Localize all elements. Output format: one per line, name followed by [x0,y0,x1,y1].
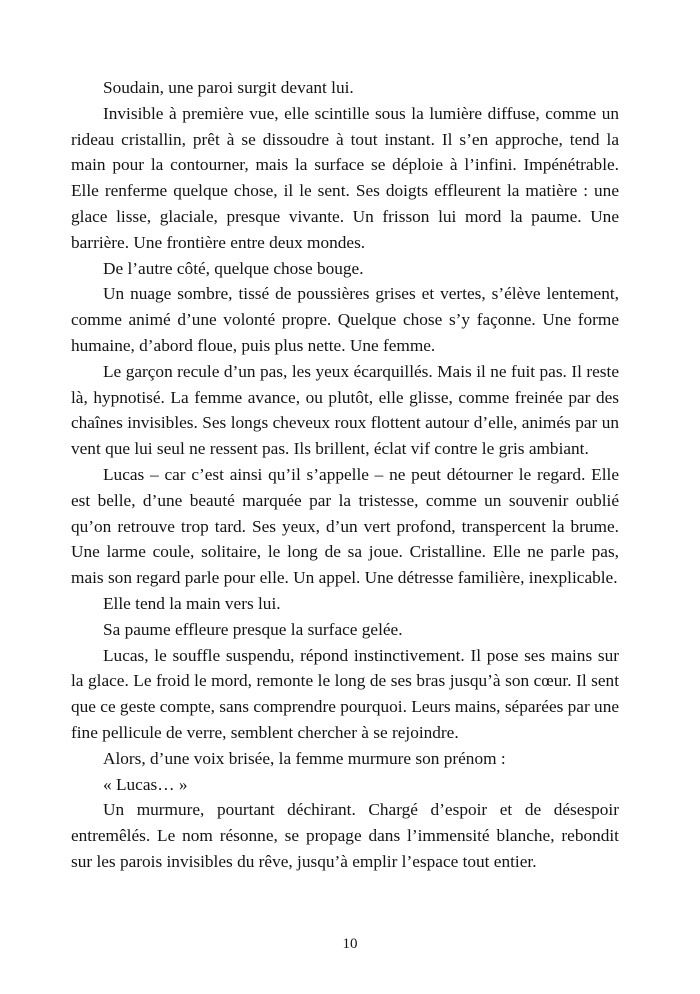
paragraph: Le garçon recule d’un pas, les yeux écarquillés. Mais il ne fuit pas. Il reste là, hypnotisé. La femme avance, ou plutôt, elle glisse, comme freinée par des chaînes invisibles. Ses longs cheveux roux flottent autour d’elle, animés par un vent que lui seul ne ressent pas. Ils brillent, éclat vif contre le gris ambiant. [71,361,619,459]
paragraph: Alors, d’une voix brisée, la femme murmure son prénom : [103,748,506,768]
paragraph: Un nuage sombre, tissé de poussières grises et vertes, s’élève lentement, comme animé d’une volonté propre. Quelque chose s’y façonne. Une forme humaine, d’abord floue, puis plus nette. Une femme. [71,284,619,355]
paragraph: Sa paume effleure presque la surface gelée. [103,619,403,639]
paragraph: Un murmure, pourtant déchirant. Chargé d’espoir et de désespoir entremêlés. Le nom résonne, se propage dans l’immensité blanche, rebondit sur les parois invisibles du rêve, jusqu’à emplir l’espace tout entier. [71,800,619,871]
paragraph: Lucas – car c’est ainsi qu’il s’appelle – ne peut détourner le regard. Elle est belle, d’une beauté marquée par la tristesse, comme un souvenir oublié qu’on retrouve trop tard. Ses yeux, d’un vert profond, transpercent la brume. Une larme coule, solitaire, le long de sa joue. Cristalline. Elle ne parle pas, mais son regard parle pour elle. Un appel. Une détresse familière, inexplicable. [71,464,619,588]
paragraph: Invisible à première vue, elle scintille sous la lumière diffuse, comme un rideau cristallin, prêt à se dissoudre à tout instant. Il s’en approche, tend la main pour la contourner, mais la surface se déploie à l’infini. Impénétrable. Elle renferme quelque chose, il le sent. Ses doigts effleurent la matière : une glace lisse, glaciale, presque vivante. Un frisson lui mord la paume. Une barrière. Une frontière entre deux mondes. [71,103,619,252]
paragraph: De l’autre côté, quelque chose bouge. [103,258,364,278]
page-body [71,75,619,875]
paragraph: Soudain, une paroi surgit devant lui. [103,78,354,97]
page-number: 10 [342,936,358,952]
paragraph: « Lucas… » [103,774,188,794]
paragraph: Lucas, le souffle suspendu, répond instinctivement. Il pose ses mains sur la glace. Le froid le mord, remonte le long de ses bras jusqu’à son cœur. Il sent que ce geste compte, sans comprendre pourquoi. Leurs mains, séparées par une fine pellicule de verre, semblent chercher à se rejoindre. [71,645,620,742]
paragraph: Elle tend la main vers lui. [103,593,281,613]
